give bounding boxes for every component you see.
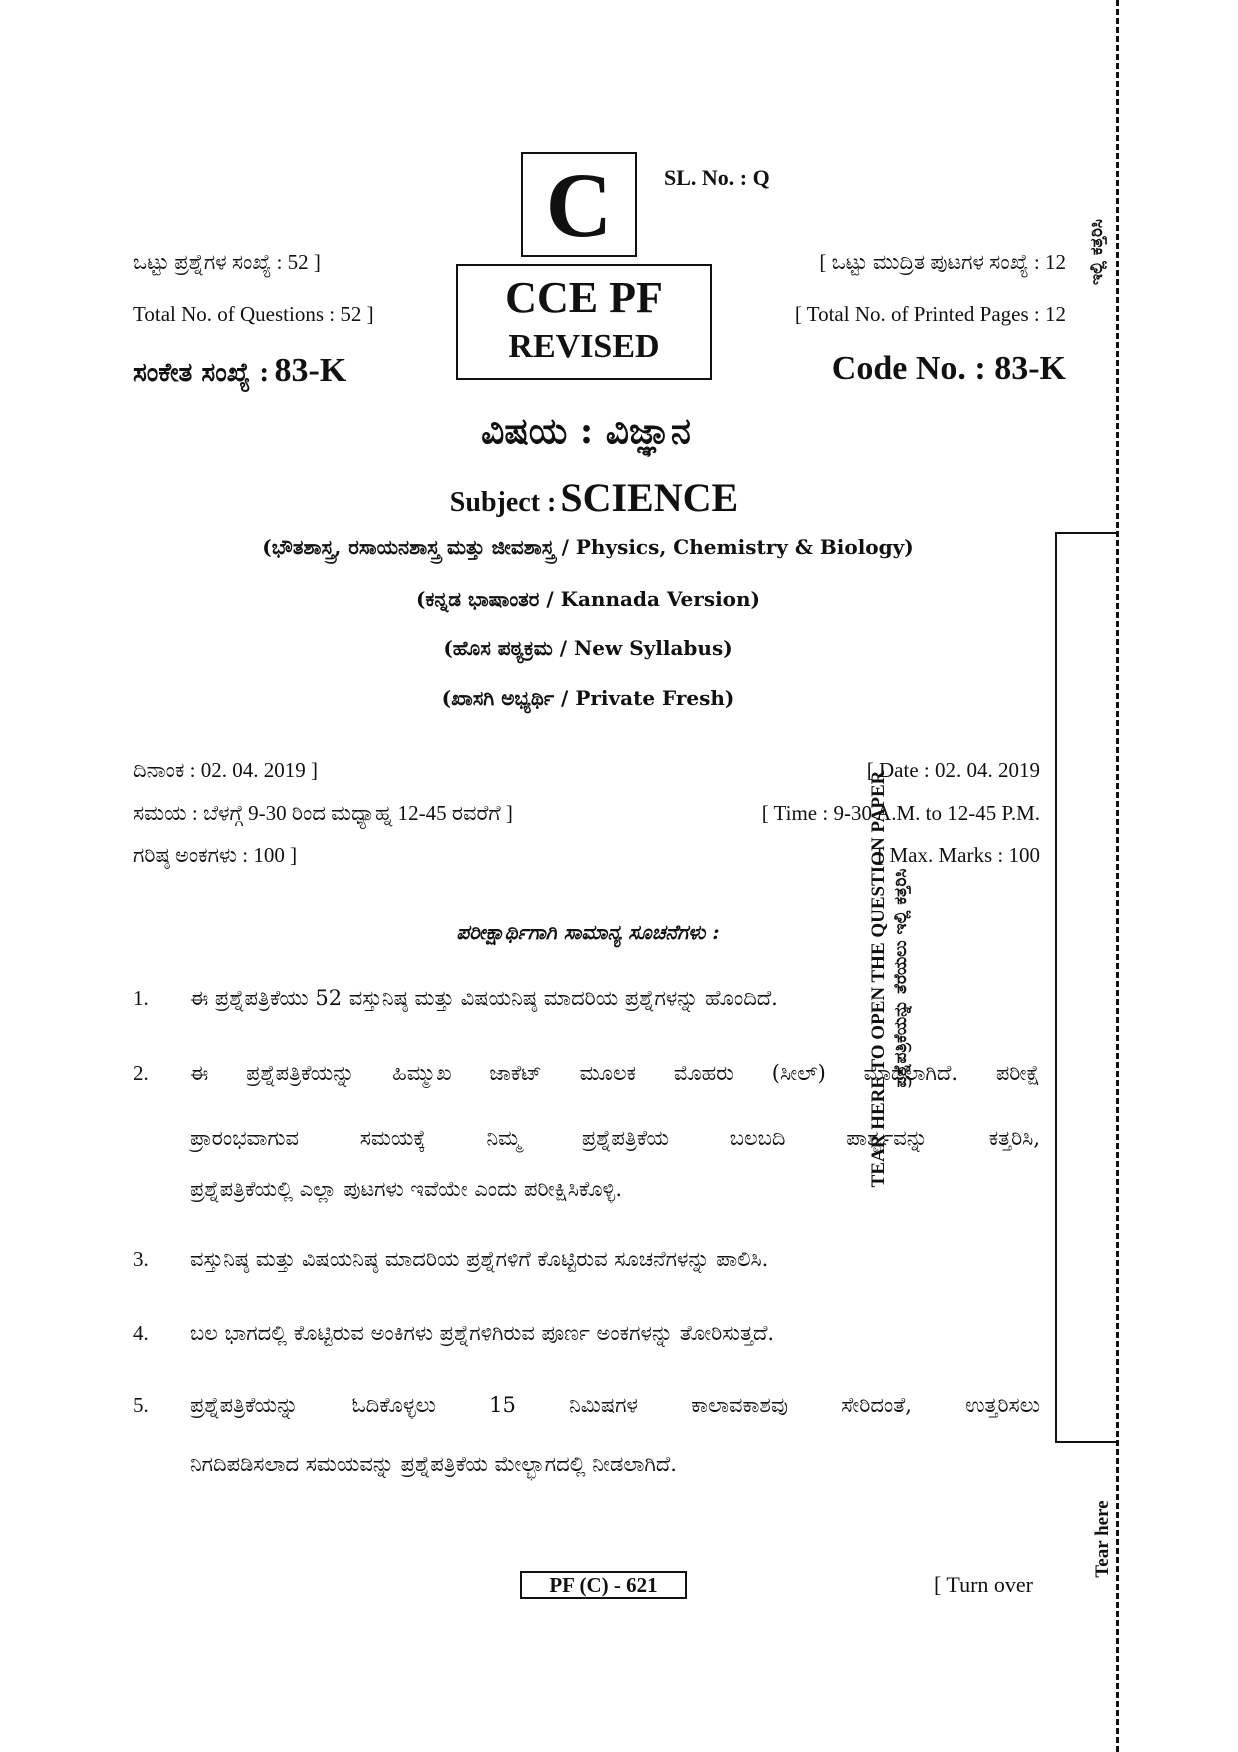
instruction-line: ಪ್ರಶ್ನೆಪತ್ರಿಕೆಯನ್ನು ಓದಿಕೊಳ್ಳಲು 15 ನಿಮಿಷಗಳ ಕಾಲಾವಕಾಶವು ಸೇರಿದಂತೆ, ಉತ್ತರಿಸಲು bbox=[190, 1393, 1040, 1417]
version-letter: C bbox=[545, 153, 613, 256]
subject-line-1: (ಭೌತಶಾಸ್ತ್ರ, ರಸಾಯನಶಾಸ್ತ್ರ ಮತ್ತು ಜೀವಶಾಸ್ತ್ರ / Physics, Chemistry & Biology) bbox=[262, 535, 914, 559]
exam-name: CCE PF bbox=[505, 273, 663, 322]
subject-kn: ವಿಷಯ : ವಿಜ್ಞಾನ bbox=[481, 410, 691, 452]
cut-here-kn: ಇಲ್ಲಿ ಕತ್ತರಿಸಿ bbox=[1087, 219, 1107, 285]
subject-line-4: (ಖಾಸಗಿ ಅಭ್ಯರ್ಥಿ / Private Fresh) bbox=[441, 686, 735, 710]
tear-box bbox=[1055, 532, 1119, 1443]
total-pages-kn: [ ಒಟ್ಟು ಮುದ್ರಿತ ಪುಟಗಳ ಸಂಖ್ಯೆ : 12 bbox=[819, 250, 1066, 274]
page-code: PF (C) - 621 bbox=[520, 1571, 687, 1599]
instruction-line: ವಸ್ತುನಿಷ್ಠ ಮತ್ತು ವಿಷಯನಿಷ್ಠ ಮಾದರಿಯ ಪ್ರಶ್ನೆಗಳಿಗೆ ಕೊಟ್ಟಿರುವ ಸೂಚನೆಗಳನ್ನು ಪಾಲಿಸಿ. bbox=[190, 1247, 769, 1271]
instruction-line: ಈ ಪ್ರಶ್ನೆಪತ್ರಿಕೆಯನ್ನು ಹಿಮ್ಮುಖ ಜಾಕೆಟ್ ಮೂಲಕ ಮೊಹರು (ಸೀಲ್) ಮಾಡಲಾಗಿದೆ. ಪರೀಕ್ಷೆ bbox=[190, 1061, 1040, 1085]
instruction-line: ಪ್ರಾರಂಭವಾಗುವ ಸಮಯಕ್ಕೆ ನಿಮ್ಮ ಪ್ರಶ್ನೆಪತ್ರಿಕೆಯ ಬಲಬದಿ ಪಾರ್ಶ್ವವನ್ನು ಕತ್ತರಿಸಿ, bbox=[190, 1126, 1040, 1150]
subject-line-3: (ಹೊಸ ಪಠ್ಯಕ್ರಮ / New Syllabus) bbox=[443, 636, 733, 660]
tear-box-en: TEAR HERE TO OPEN THE QUESTION PAPER bbox=[868, 770, 889, 1188]
date-en: [ Date : 02. 04. 2019 bbox=[866, 758, 1040, 782]
subject-en bbox=[0, 474, 1188, 521]
turn-over: [ Turn over bbox=[934, 1572, 1034, 1597]
tear-box-kn: ಪ್ರಶ್ನೆಪತ್ರಿಕೆಯನ್ನು ತೆರೆಯಲು ಇಲ್ಲಿ ಕತ್ತರಿಸಿ bbox=[891, 868, 911, 1088]
time-kn: ಸಮಯ : ಬೆಳಗ್ಗೆ 9-30 ರಿಂದ ಮಧ್ಯಾಹ್ನ 12-45 ರವರೆಗೆ ] bbox=[133, 801, 513, 825]
instruction-number: 5. bbox=[133, 1393, 149, 1417]
code-kn-value: 83-K bbox=[274, 352, 347, 389]
total-pages-en: [ Total No. of Printed Pages : 12 bbox=[794, 302, 1066, 326]
exam-revised: REVISED bbox=[508, 328, 660, 365]
exam-name-box bbox=[456, 264, 712, 380]
time-en: [ Time : 9-30 A.M. to 12-45 P.M. bbox=[761, 801, 1040, 825]
version-letter-box bbox=[521, 152, 637, 257]
serial-number: SL. No. : Q bbox=[664, 165, 770, 190]
code-kn-label: ಸಂಕೇತ ಸಂಖ್ಯೆ : bbox=[133, 358, 269, 388]
subject-label: Subject : bbox=[449, 487, 557, 518]
instruction-line: ನಿಗದಿಪಡಿಸಲಾದ ಸಮಯವನ್ನು ಪ್ರಶ್ನೆಪತ್ರಿಕೆಯ ಮೇಲ್ಭಾಗದಲ್ಲಿ ನೀಡಲಾಗಿದೆ. bbox=[190, 1452, 677, 1476]
tear-here: Tear here bbox=[1092, 1500, 1113, 1578]
marks-en: [ Max. Marks : 100 bbox=[877, 843, 1040, 867]
instruction-number: 4. bbox=[133, 1321, 149, 1345]
date-kn: ದಿನಾಂಕ : 02. 04. 2019 ] bbox=[133, 758, 318, 782]
instruction-number: 2. bbox=[133, 1061, 149, 1085]
instruction-line: ಈ ಪ್ರಶ್ನೆಪತ್ರಿಕೆಯು 52 ವಸ್ತುನಿಷ್ಠ ಮತ್ತು ವಿಷಯನಿಷ್ಠ ಮಾದರಿಯ ಪ್ರಶ್ನೆಗಳನ್ನು ಹೊಂದಿದೆ. bbox=[190, 986, 778, 1010]
instruction-number: 3. bbox=[133, 1247, 149, 1271]
code-number-en: Code No. : 83-K bbox=[831, 350, 1066, 387]
marks-kn: ಗರಿಷ್ಠ ಅಂಕಗಳು : 100 ] bbox=[133, 843, 298, 867]
subject-line-2: (ಕನ್ನಡ ಭಾಷಾಂತರ / Kannada Version) bbox=[415, 587, 761, 611]
instruction-number: 1. bbox=[133, 986, 149, 1010]
instructions-heading: ಪರೀಕ್ಷಾರ್ಥಿಗಾಗಿ ಸಾಮಾನ್ಯ ಸೂಚನೆಗಳು : bbox=[456, 920, 720, 944]
instruction-line: ಪ್ರಶ್ನೆಪತ್ರಿಕೆಯಲ್ಲಿ ಎಲ್ಲಾ ಪುಟಗಳು ಇವೆಯೇ ಎಂದು ಪರೀಕ್ಷಿಸಿಕೊಳ್ಳಿ. bbox=[190, 1177, 622, 1201]
subject-value: SCIENCE bbox=[560, 475, 739, 520]
instruction-line: ಬಲ ಭಾಗದಲ್ಲಿ ಕೊಟ್ಟಿರುವ ಅಂಕಿಗಳು ಪ್ರಶ್ನೆಗಳಿಗಿರುವ ಪೂರ್ಣ ಅಂಕಗಳನ್ನು ತೋರಿಸುತ್ತದೆ. bbox=[190, 1321, 775, 1345]
code-number-kn bbox=[133, 352, 346, 390]
total-questions-kn: ಒಟ್ಟು ಪ್ರಶ್ನೆಗಳ ಸಂಖ್ಯೆ : 52 ] bbox=[133, 250, 321, 274]
total-questions-en: Total No. of Questions : 52 ] bbox=[133, 302, 374, 326]
